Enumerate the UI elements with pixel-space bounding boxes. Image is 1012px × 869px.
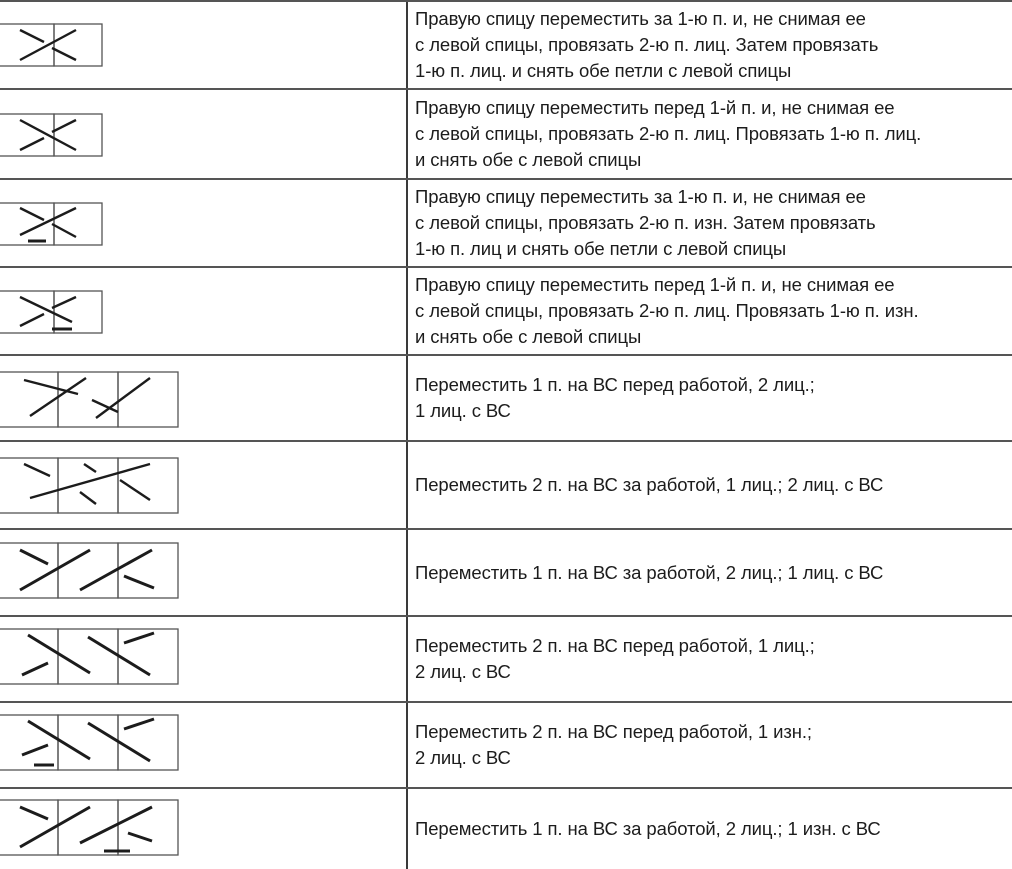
symbol-cross-2st-right-knit [0,90,406,178]
column-divider [406,617,408,701]
legend-row [0,530,1012,615]
symbol-cross-2st-left-purl [0,180,406,266]
legend-description: Переместить 2 п. на ВС перед работой, 1 лиц.; 2 лиц. с ВС [415,635,815,682]
legend-description: Переместить 2 п. на ВС за работой, 1 лиц.; 2 лиц. с ВС [415,474,884,495]
symbol-cable-2over1-back [0,442,406,528]
column-divider [406,2,408,88]
column-divider [406,356,408,440]
legend-row [0,789,1012,869]
symbol-cable-1-back-2knit-1purl [0,789,406,869]
symbol-cable-1-back-2knit [0,530,406,615]
legend-row [0,180,1012,266]
legend-row [0,617,1012,701]
legend-description: Правую спицу переместить перед 1-й п. и, не снимая ее с левой спицы, провязать 2-ю п. лиц. Провязать 1-ю п. лиц. и снять обе с левой спицы [415,97,922,170]
legend-row [0,90,1012,178]
legend-description: Переместить 2 п. на ВС перед работой, 1 изн.; 2 лиц. с ВС [415,721,812,768]
column-divider [406,789,408,869]
legend-description: Правую спицу переместить за 1-ю п. и, не снимая ее с левой спицы, провязать 2-ю п. лиц. Затем провязать 1-ю п. лиц. и снять обе петли с левой спицы [415,8,879,81]
legend-row [0,442,1012,528]
symbol-cable-2-front-1purl [0,703,406,787]
column-divider [406,530,408,615]
legend-description: Переместить 1 п. на ВС за работой, 2 лиц.; 1 изн. с ВС [415,818,881,839]
column-divider [406,442,408,528]
symbol-cable-2-front-1knit [0,617,406,701]
legend-row [0,2,1012,88]
legend-description: Переместить 1 п. на ВС перед работой, 2 лиц.; 1 лиц. с ВС [415,374,815,421]
legend-row [0,356,1012,440]
column-divider [406,90,408,178]
symbol-cable-1over2-front [0,356,406,440]
symbol-cross-2st-left-knit [0,2,406,88]
legend-description: Переместить 1 п. на ВС за работой, 2 лиц.; 1 лиц. с ВС [415,561,884,583]
column-divider [406,180,408,266]
legend-row [0,703,1012,787]
legend-description: Правую спицу переместить перед 1-й п. и, не снимая ее с левой спицы, провязать 2-ю п. лиц. Провязать 1-ю п. изн. и снять обе с левой спицы [415,274,919,347]
legend-row [0,268,1012,354]
legend-description: Правую спицу переместить за 1-ю п. и, не снимая ее с левой спицы, провязать 2-ю п. изн. Затем провязать 1-ю п. лиц и снять обе петли с левой спицы [415,186,876,259]
column-divider [406,268,408,354]
column-divider [406,703,408,787]
symbol-cross-2st-right-purl [0,268,406,354]
